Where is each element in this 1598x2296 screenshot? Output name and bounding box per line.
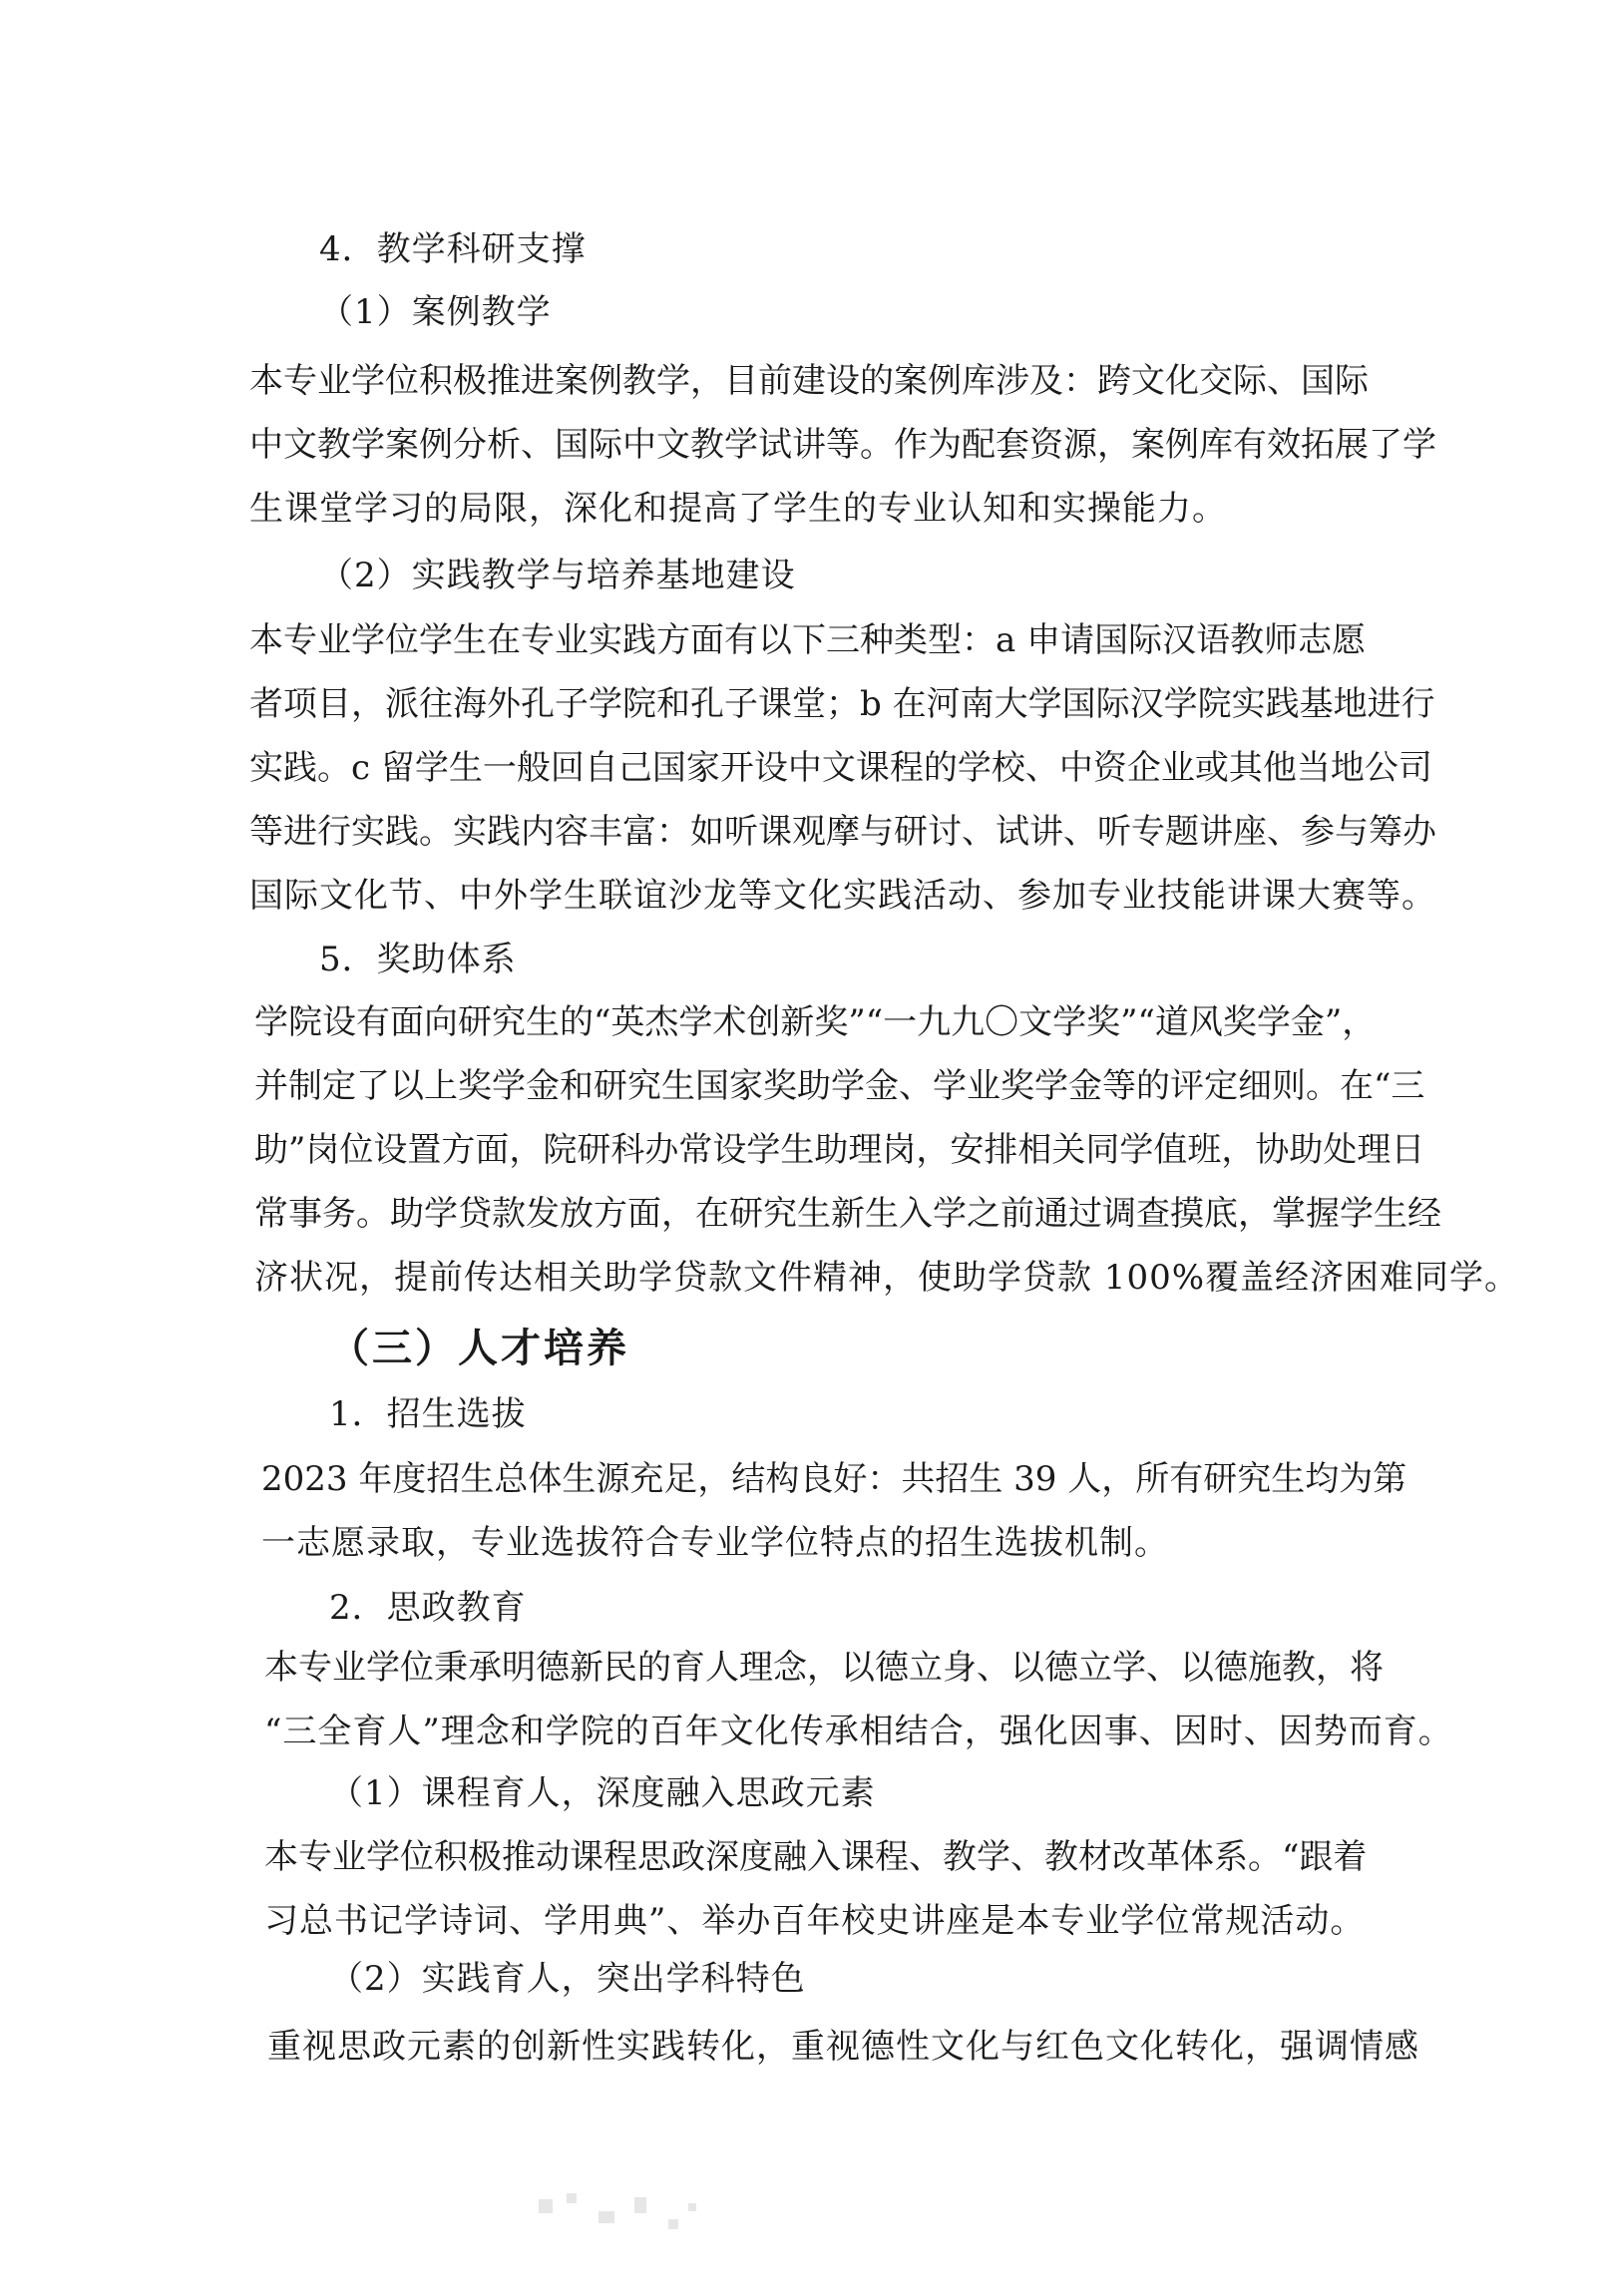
paragraph-line: 中文教学案例分析、国际中文教学试讲等。作为配套资源，案例库有效拓展了学 <box>249 425 1436 465</box>
paragraph-line: “三全育人”理念和学院的百年文化传承相结合，强化因事、因时、因势而育。 <box>264 1712 1453 1751</box>
paragraph-line: 常事务。助学贷款发放方面，在研究生新生入学之前通过调查摸底，掌握学生经 <box>254 1194 1441 1234</box>
paragraph-line: 本专业学位积极推动课程思政深度融入课程、教学、教材改革体系。“跟着 <box>264 1837 1368 1877</box>
paragraph-line: 生课堂学习的局限，深化和提高了学生的专业认知和实操能力。 <box>249 489 1227 529</box>
subheading: 4．教学科研支撑 <box>319 229 587 269</box>
paragraph-line: 本专业学位秉承明德新民的育人理念，以德立身、以德立学、以德施教，将 <box>264 1648 1384 1688</box>
paragraph <box>261 1447 1407 1575</box>
paragraph-line: 本专业学位学生在专业实践方面有以下三种类型：a 申请国际汉语教师志愿 <box>249 620 1367 660</box>
subheading: （2）实践育人，突出学科特色 <box>329 1959 806 1999</box>
scan-artifact <box>539 2189 718 2249</box>
paragraph-line: 本专业学位积极推进案例教学，目前建设的案例库涉及：跨文化交际、国际 <box>249 361 1369 401</box>
subheading: （1）课程育人，深度融入思政元素 <box>329 1773 876 1813</box>
subheading: 5．奖助体系 <box>319 940 517 979</box>
paragraph-line: 实践。c 留学生一般回自己国家开设中文课程的学校、中资企业或其他当地公司 <box>249 748 1432 788</box>
paragraph <box>264 1825 1387 1953</box>
paragraph <box>254 990 1520 1310</box>
paragraph-line: 者项目，派往海外孔子学院和孔子课堂；b 在河南大学国际汉学院实践基地进行 <box>249 684 1435 724</box>
paragraph-line: 等进行实践。实践内容丰富：如听课观摩与研讨、试讲、听专题讲座、参与筹办 <box>249 812 1436 852</box>
subheading: 1．招生选拔 <box>329 1394 527 1434</box>
paragraph <box>249 608 1436 928</box>
section-heading: （三）人才培养 <box>329 1326 629 1371</box>
paragraph-line: 学院设有面向研究生的“英杰学术创新奖”“一九九〇文学奖”“道风奖学金”， <box>254 1002 1377 1042</box>
paragraph-line: 并制定了以上奖学金和研究生国家奖助学金、学业奖学金等的评定细则。在“三 <box>254 1066 1425 1106</box>
subheading: （1）案例教学 <box>319 292 552 332</box>
paragraph-line: 重视思政元素的创新性实践转化，重视德性文化与红色文化转化，强调情感 <box>267 2027 1419 2067</box>
paragraph-line: 习总书记学诗词、学用典”、举办百年校史讲座是本专业学位常规活动。 <box>264 1901 1366 1941</box>
paragraph-line: 2023 年度招生总体生源充足，结构良好：共招生 39 人，所有研究生均为第 <box>261 1459 1407 1499</box>
paragraph <box>264 1636 1453 1763</box>
paragraph-line: 助”岗位设置方面，院研科办常设学生助理岗，安排相关同学值班，协助处理日 <box>254 1130 1425 1170</box>
paragraph-line: 国际文化节、中外学生联谊沙龙等文化实践活动、参加专业技能讲课大赛等。 <box>249 876 1436 916</box>
paragraph-line: 一志愿录取，专业选拔符合专业学位特点的招生选拔机制。 <box>261 1523 1169 1563</box>
subheading: （2）实践教学与培养基地建设 <box>319 556 796 595</box>
subheading: 2．思政教育 <box>329 1588 527 1628</box>
paragraph <box>267 2015 1419 2079</box>
paragraph-line: 济状况，提前传达相关助学贷款文件精神，使助学贷款 100%覆盖经济困难同学。 <box>254 1258 1520 1298</box>
paragraph <box>249 349 1436 541</box>
